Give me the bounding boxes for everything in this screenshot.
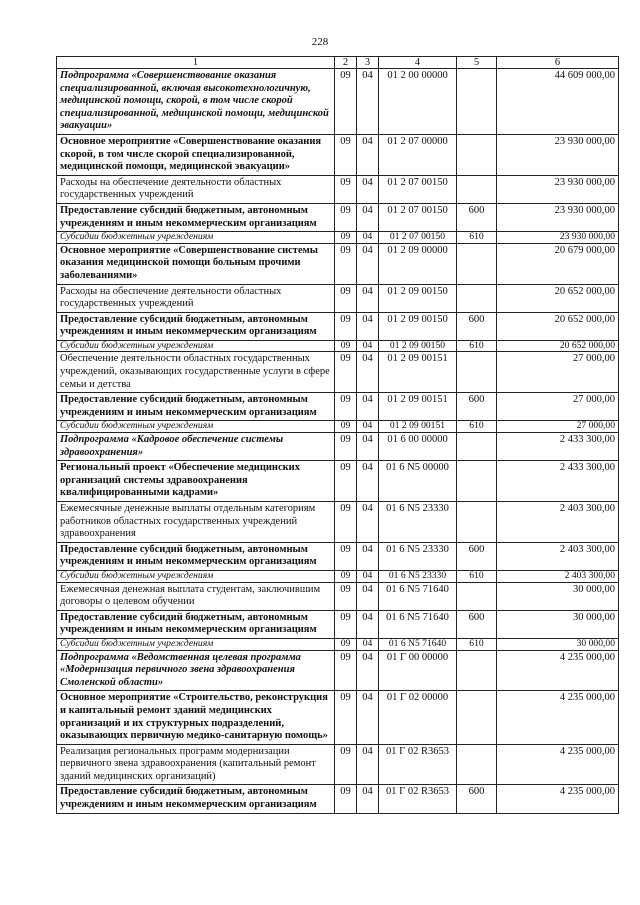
amount: 20 652 000,00 bbox=[497, 312, 619, 340]
expense-type-code: 610 bbox=[457, 232, 497, 244]
target-article-code: 01 2 07 00150 bbox=[379, 175, 457, 203]
budget-table bbox=[56, 56, 619, 814]
table-row bbox=[57, 69, 619, 135]
table-row bbox=[57, 570, 619, 582]
expense-type-code bbox=[457, 243, 497, 284]
row-name: Региональный проект «Обеспечение медицинских организаций системы здравоохранения квалифицированными кадрами» bbox=[57, 461, 335, 502]
section-code: 09 bbox=[335, 243, 357, 284]
table-row bbox=[57, 610, 619, 638]
expense-type-code: 600 bbox=[457, 785, 497, 813]
target-article-code: 01 6 N5 00000 bbox=[379, 461, 457, 502]
table-row bbox=[57, 284, 619, 312]
amount: 4 235 000,00 bbox=[497, 744, 619, 785]
section-code: 09 bbox=[335, 69, 357, 135]
section-code: 09 bbox=[335, 352, 357, 393]
column-header: 3 bbox=[357, 57, 379, 69]
amount: 30 000,00 bbox=[497, 610, 619, 638]
subsection-code: 04 bbox=[357, 134, 379, 175]
expense-type-code: 600 bbox=[457, 542, 497, 570]
row-name: Предоставление субсидий бюджетным, автономным учреждениям и иным некоммерческим организациям bbox=[57, 312, 335, 340]
target-article-code: 01 2 09 00151 bbox=[379, 421, 457, 433]
target-article-code: 01 2 09 00151 bbox=[379, 352, 457, 393]
subsection-code: 04 bbox=[357, 542, 379, 570]
row-name: Предоставление субсидий бюджетным, автономным учреждениям и иным некоммерческим организациям bbox=[57, 610, 335, 638]
target-article-code: 01 6 N5 71640 bbox=[379, 582, 457, 610]
column-header: 1 bbox=[57, 57, 335, 69]
section-code: 09 bbox=[335, 421, 357, 433]
expense-type-code: 610 bbox=[457, 421, 497, 433]
subsection-code: 04 bbox=[357, 69, 379, 135]
row-name: Предоставление субсидий бюджетным, автономным учреждениям и иным некоммерческим организациям bbox=[57, 203, 335, 231]
table-row bbox=[57, 502, 619, 543]
amount: 30 000,00 bbox=[497, 582, 619, 610]
amount: 23 930 000,00 bbox=[497, 203, 619, 231]
subsection-code: 04 bbox=[357, 582, 379, 610]
table-row bbox=[57, 243, 619, 284]
row-name: Предоставление субсидий бюджетным, автономным учреждениям и иным некоммерческим организациям bbox=[57, 542, 335, 570]
target-article-code: 01 2 09 00150 bbox=[379, 284, 457, 312]
section-code: 09 bbox=[335, 312, 357, 340]
subsection-code: 04 bbox=[357, 610, 379, 638]
target-article-code: 01 2 09 00000 bbox=[379, 243, 457, 284]
row-name: Подпрограмма «Совершенствование оказания специализированной, включая высокотехнологичную, медицинской помощи, скорой, в том числе скорой специализированной, медицинской помощи, медицинской эвакуации» bbox=[57, 69, 335, 135]
section-code: 09 bbox=[335, 542, 357, 570]
subsection-code: 04 bbox=[357, 461, 379, 502]
expense-type-code bbox=[457, 433, 497, 461]
amount: 2 403 300,00 bbox=[497, 542, 619, 570]
target-article-code: 01 2 00 00000 bbox=[379, 69, 457, 135]
section-code: 09 bbox=[335, 393, 357, 421]
expense-type-code bbox=[457, 284, 497, 312]
expense-type-code bbox=[457, 461, 497, 502]
row-name: Обеспечение деятельности областных государственных учреждений, оказывающих государственные услуги в сфере семьи и детства bbox=[57, 352, 335, 393]
subsection-code: 04 bbox=[357, 421, 379, 433]
column-header: 4 bbox=[379, 57, 457, 69]
target-article-code: 01 2 09 00150 bbox=[379, 312, 457, 340]
column-header: 2 bbox=[335, 57, 357, 69]
section-code: 09 bbox=[335, 744, 357, 785]
expense-type-code bbox=[457, 134, 497, 175]
target-article-code: 01 2 07 00150 bbox=[379, 203, 457, 231]
expense-type-code bbox=[457, 650, 497, 691]
page-number: 228 bbox=[311, 36, 329, 48]
target-article-code: 01 2 07 00000 bbox=[379, 134, 457, 175]
target-article-code: 01 6 00 00000 bbox=[379, 433, 457, 461]
row-name: Субсидии бюджетным учреждениям bbox=[57, 421, 335, 433]
row-name: Реализация региональных программ модернизации первичного звена здравоохранения (капитальный ремонт зданий медицинских организаций) bbox=[57, 744, 335, 785]
table-row bbox=[57, 421, 619, 433]
target-article-code: 01 2 09 00150 bbox=[379, 340, 457, 352]
amount: 2 433 300,00 bbox=[497, 433, 619, 461]
subsection-code: 04 bbox=[357, 570, 379, 582]
row-name: Расходы на обеспечение деятельности областных государственных учреждений bbox=[57, 175, 335, 203]
section-code: 09 bbox=[335, 433, 357, 461]
subsection-code: 04 bbox=[357, 785, 379, 813]
amount: 2 403 300,00 bbox=[497, 570, 619, 582]
table-row bbox=[57, 461, 619, 502]
section-code: 09 bbox=[335, 785, 357, 813]
target-article-code: 01 6 N5 71640 bbox=[379, 610, 457, 638]
row-name: Субсидии бюджетным учреждениям bbox=[57, 232, 335, 244]
section-code: 09 bbox=[335, 203, 357, 231]
subsection-code: 04 bbox=[357, 340, 379, 352]
row-name: Предоставление субсидий бюджетным, автономным учреждениям и иным некоммерческим организациям bbox=[57, 393, 335, 421]
section-code: 09 bbox=[335, 502, 357, 543]
section-code: 09 bbox=[335, 232, 357, 244]
amount: 27 000,00 bbox=[497, 421, 619, 433]
table-row bbox=[57, 134, 619, 175]
column-header-row bbox=[57, 57, 619, 69]
table-row bbox=[57, 203, 619, 231]
row-name: Ежемесячная денежная выплата студентам, заключившим договоры о целевом обучении bbox=[57, 582, 335, 610]
section-code: 09 bbox=[335, 134, 357, 175]
section-code: 09 bbox=[335, 340, 357, 352]
section-code: 09 bbox=[335, 610, 357, 638]
row-name: Субсидии бюджетным учреждениям bbox=[57, 638, 335, 650]
table-row bbox=[57, 232, 619, 244]
expense-type-code: 600 bbox=[457, 393, 497, 421]
subsection-code: 04 bbox=[357, 744, 379, 785]
section-code: 09 bbox=[335, 691, 357, 744]
row-name: Ежемесячные денежные выплаты отдельным категориям работников областных государственных учреждений здравоохранения bbox=[57, 502, 335, 543]
subsection-code: 04 bbox=[357, 175, 379, 203]
table-row bbox=[57, 312, 619, 340]
expense-type-code: 610 bbox=[457, 570, 497, 582]
amount: 20 679 000,00 bbox=[497, 243, 619, 284]
expense-type-code bbox=[457, 69, 497, 135]
table-row bbox=[57, 582, 619, 610]
target-article-code: 01 Г 02 R3653 bbox=[379, 785, 457, 813]
subsection-code: 04 bbox=[357, 284, 379, 312]
amount: 4 235 000,00 bbox=[497, 785, 619, 813]
row-name: Субсидии бюджетным учреждениям bbox=[57, 340, 335, 352]
table-row bbox=[57, 433, 619, 461]
subsection-code: 04 bbox=[357, 203, 379, 231]
table-row bbox=[57, 542, 619, 570]
expense-type-code: 600 bbox=[457, 610, 497, 638]
table-row bbox=[57, 744, 619, 785]
expense-type-code bbox=[457, 352, 497, 393]
section-code: 09 bbox=[335, 175, 357, 203]
amount: 20 652 000,00 bbox=[497, 340, 619, 352]
amount: 4 235 000,00 bbox=[497, 691, 619, 744]
expense-type-code bbox=[457, 582, 497, 610]
table-row bbox=[57, 638, 619, 650]
table-row bbox=[57, 175, 619, 203]
subsection-code: 04 bbox=[357, 312, 379, 340]
target-article-code: 01 Г 00 00000 bbox=[379, 650, 457, 691]
section-code: 09 bbox=[335, 638, 357, 650]
subsection-code: 04 bbox=[357, 232, 379, 244]
column-header: 6 bbox=[497, 57, 619, 69]
table-row bbox=[57, 650, 619, 691]
subsection-code: 04 bbox=[357, 243, 379, 284]
expense-type-code: 610 bbox=[457, 340, 497, 352]
target-article-code: 01 6 N5 23330 bbox=[379, 502, 457, 543]
row-name: Предоставление субсидий бюджетным, автономным учреждениям и иным некоммерческим организациям bbox=[57, 785, 335, 813]
column-header: 5 bbox=[457, 57, 497, 69]
subsection-code: 04 bbox=[357, 650, 379, 691]
amount: 4 235 000,00 bbox=[497, 650, 619, 691]
row-name: Подпрограмма «Кадровое обеспечение системы здравоохранения» bbox=[57, 433, 335, 461]
amount: 2 403 300,00 bbox=[497, 502, 619, 543]
section-code: 09 bbox=[335, 461, 357, 502]
expense-type-code: 600 bbox=[457, 312, 497, 340]
target-article-code: 01 6 N5 23330 bbox=[379, 570, 457, 582]
expense-type-code bbox=[457, 691, 497, 744]
target-article-code: 01 2 09 00151 bbox=[379, 393, 457, 421]
target-article-code: 01 2 07 00150 bbox=[379, 232, 457, 244]
row-name: Основное мероприятие «Совершенствование оказания скорой, в том числе скорой специализированной, медицинской помощи, медицинской эвакуации» bbox=[57, 134, 335, 175]
expense-type-code bbox=[457, 175, 497, 203]
subsection-code: 04 bbox=[357, 393, 379, 421]
row-name: Расходы на обеспечение деятельности областных государственных учреждений bbox=[57, 284, 335, 312]
amount: 23 930 000,00 bbox=[497, 175, 619, 203]
row-name: Подпрограмма «Ведомственная целевая программа «Модернизация первичного звена здравоохранения Смоленской области» bbox=[57, 650, 335, 691]
amount: 2 433 300,00 bbox=[497, 461, 619, 502]
subsection-code: 04 bbox=[357, 638, 379, 650]
amount: 23 930 000,00 bbox=[497, 232, 619, 244]
target-article-code: 01 Г 02 R3653 bbox=[379, 744, 457, 785]
amount: 20 652 000,00 bbox=[497, 284, 619, 312]
amount: 27 000,00 bbox=[497, 352, 619, 393]
target-article-code: 01 Г 02 00000 bbox=[379, 691, 457, 744]
subsection-code: 04 bbox=[357, 433, 379, 461]
amount: 44 609 000,00 bbox=[497, 69, 619, 135]
row-name: Основное мероприятие «Совершенствование системы оказания медицинской помощи больным прочими заболеваниями» bbox=[57, 243, 335, 284]
expense-type-code: 600 bbox=[457, 203, 497, 231]
section-code: 09 bbox=[335, 284, 357, 312]
amount: 30 000,00 bbox=[497, 638, 619, 650]
table-row bbox=[57, 340, 619, 352]
row-name: Основное мероприятие «Строительство, реконструкция и капитальный ремонт зданий медицинских организаций и их структурных подразделений, оказывающих первичную медико-санитарную помощь» bbox=[57, 691, 335, 744]
section-code: 09 bbox=[335, 570, 357, 582]
table-row bbox=[57, 352, 619, 393]
target-article-code: 01 6 N5 23330 bbox=[379, 542, 457, 570]
section-code: 09 bbox=[335, 650, 357, 691]
subsection-code: 04 bbox=[357, 502, 379, 543]
section-code: 09 bbox=[335, 582, 357, 610]
table-row bbox=[57, 393, 619, 421]
row-name: Субсидии бюджетным учреждениям bbox=[57, 570, 335, 582]
table-row bbox=[57, 691, 619, 744]
table-row bbox=[57, 785, 619, 813]
expense-type-code bbox=[457, 744, 497, 785]
amount: 23 930 000,00 bbox=[497, 134, 619, 175]
target-article-code: 01 6 N5 71640 bbox=[379, 638, 457, 650]
amount: 27 000,00 bbox=[497, 393, 619, 421]
expense-type-code: 610 bbox=[457, 638, 497, 650]
subsection-code: 04 bbox=[357, 691, 379, 744]
subsection-code: 04 bbox=[357, 352, 379, 393]
expense-type-code bbox=[457, 502, 497, 543]
